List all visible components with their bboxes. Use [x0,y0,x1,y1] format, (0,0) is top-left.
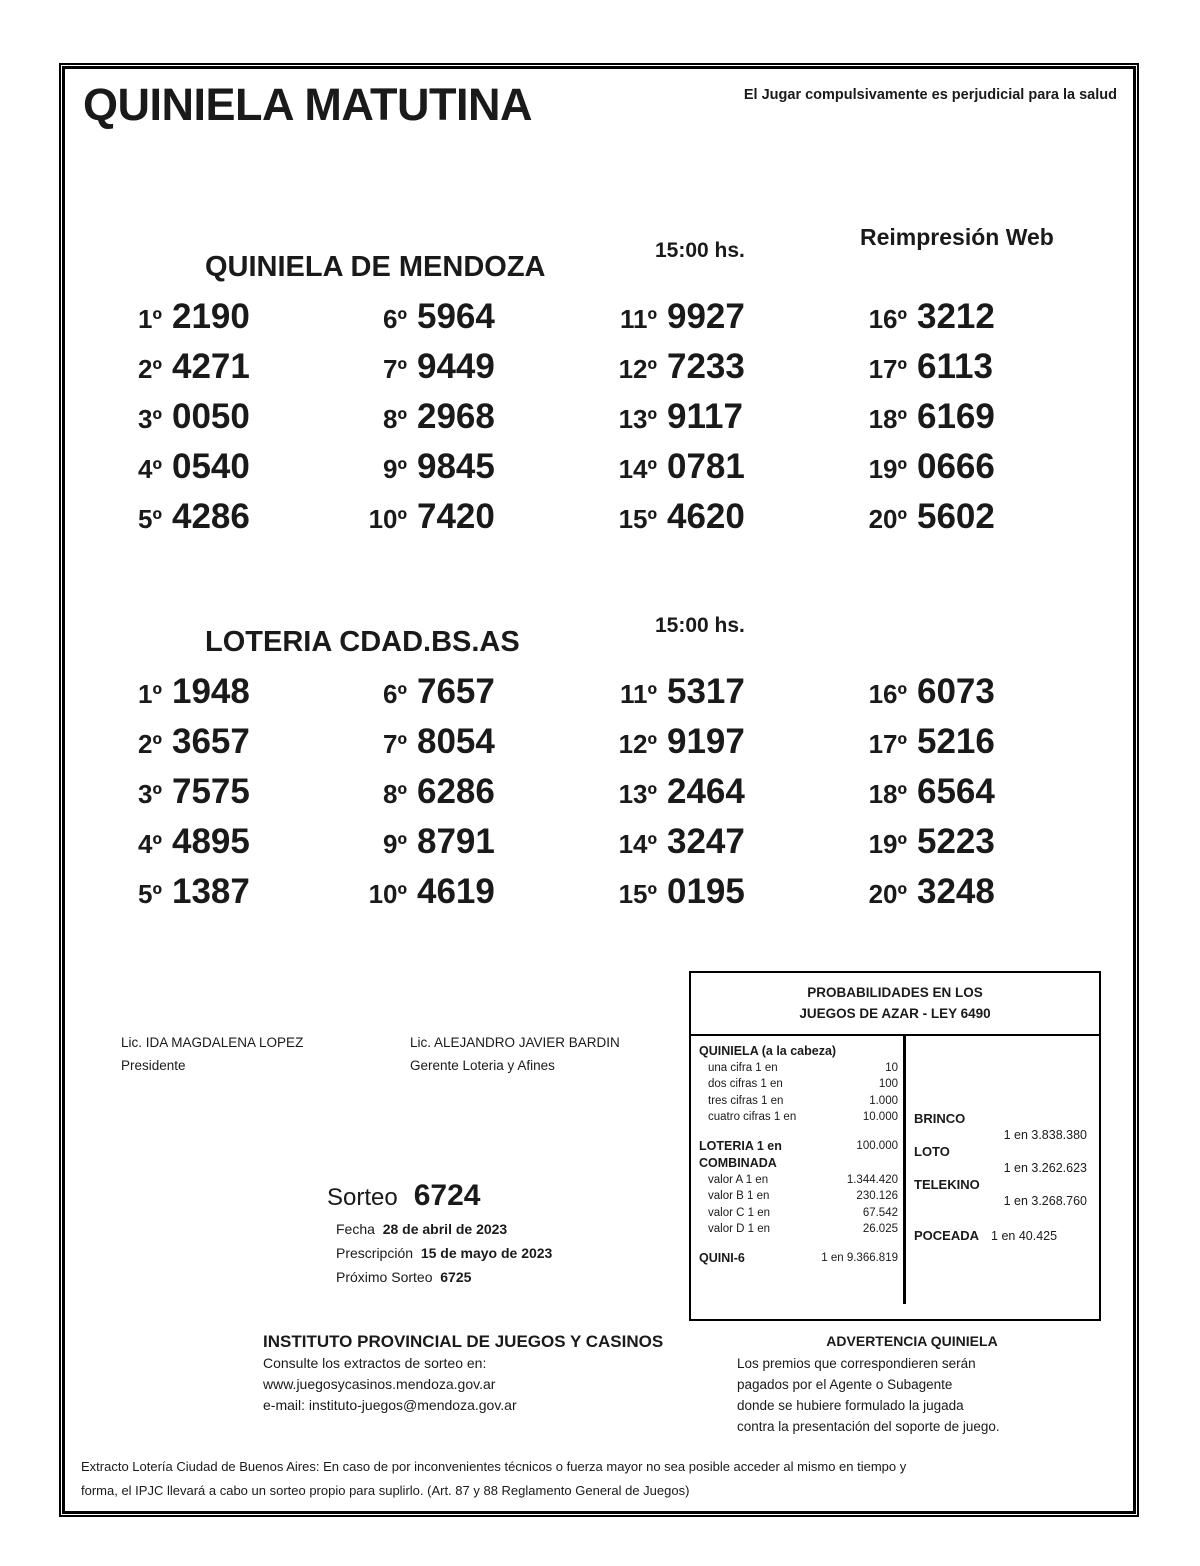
result-entry [855,722,1105,772]
sorteo-fecha-label: Fecha [336,1221,375,1237]
signature-role: Gerente Loteria y Afines [410,1058,555,1073]
game-odds: 1 en 3.268.760 [1003,1193,1087,1208]
game-odds-entry [914,1144,1093,1176]
sorteo-prescripcion-value: 15 de mayo de 2023 [420,1245,553,1261]
odds-row [699,1221,898,1238]
result-entry [110,722,355,772]
result-position: 20º [868,879,907,909]
results-grid [65,672,1133,922]
result-entry [605,872,855,922]
result-position: 5º [138,879,162,909]
footnote-line-2: forma, el IPJC llevará a cabo un sorteo propio para suplirlo. (Art. 87 y 88 Reglamento General de Juegos) [81,1483,690,1498]
odds-value: 10 [885,1061,898,1074]
result-number: 7420 [417,497,495,536]
result-position: 10º [368,879,407,909]
result-entry [855,497,1105,547]
institute-email: e-mail: instituto-juegos@mendoza.gov.ar [263,1397,517,1413]
other-games-odds-list [914,1111,1093,1209]
result-position: 2º [138,729,162,759]
result-position: 8º [383,404,407,434]
result-number: 4620 [667,497,745,536]
result-entry [110,772,355,822]
result-position: 7º [383,354,407,384]
probabilities-title-line2: JUEGOS DE AZAR - LEY 6490 [799,1005,991,1021]
page-title: QUINIELA MATUTINA [83,79,532,130]
result-number: 9927 [667,297,745,336]
result-number: 6113 [917,347,993,386]
result-number: 4271 [172,347,250,386]
game-name: TELEKINO [914,1176,980,1192]
loteria-label: LOTERIA 1 en [699,1138,782,1153]
result-number: 0666 [917,447,995,486]
advertencia-quiniela [737,1331,1087,1437]
poceada-odds-row [914,1228,1093,1243]
result-entry [110,297,355,347]
odds-label: valor C 1 en [708,1206,771,1219]
result-entry [110,672,355,722]
result-number: 1387 [172,872,250,911]
result-number: 4895 [172,822,250,861]
result-position: 3º [138,779,162,809]
odds-value: 10.000 [862,1111,898,1124]
result-position: 6º [383,679,407,709]
result-position: 9º [383,454,407,484]
result-number: 6286 [417,772,495,811]
odds-row [699,1109,898,1126]
result-position: 17º [868,729,907,759]
result-entry [605,397,855,447]
institute-info [263,1331,663,1416]
result-entry [355,347,605,397]
result-position: 11º [620,679,657,709]
result-position: 9º [383,829,407,859]
footnote-line-1: Extracto Lotería Ciudad de Buenos Aires: En caso de por inconvenientes técnicos o fuerza mayor no sea posible acceder al mismo en tiempo y [81,1459,907,1474]
result-position: 7º [383,729,407,759]
result-number: 8054 [417,722,495,761]
result-position: 16º [868,679,907,709]
result-number: 5216 [917,722,995,761]
game-odds-entry [914,1177,1093,1209]
result-number: 6169 [917,397,995,436]
result-entry [855,297,1105,347]
results-grid [65,297,1133,547]
result-position: 5º [138,504,162,534]
result-number: 7575 [172,772,250,811]
institute-title: INSTITUTO PROVINCIAL DE JUEGOS Y CASINOS [263,1332,664,1351]
advertencia-line-1: Los premios que correspondieren serán [737,1356,976,1371]
signature-name: Lic. IDA MAGDALENA LOPEZ [121,1035,304,1050]
result-number: 3247 [667,822,745,861]
result-number: 0050 [172,397,250,436]
result-entry [855,872,1105,922]
result-entry [605,672,855,722]
result-entry [355,497,605,547]
result-number: 7657 [417,672,495,711]
result-number: 5317 [667,672,745,711]
result-number: 2190 [172,297,250,336]
result-number: 6564 [917,772,995,811]
result-number: 1948 [172,672,250,711]
result-entry [110,397,355,447]
result-position: 13º [618,779,657,809]
poceada-odds: 1 en 40.425 [991,1228,1058,1243]
institute-line-1: Consulte los extractos de sorteo en: [263,1355,487,1371]
odds-value: 230.126 [856,1190,898,1203]
advertencia-line-2: pagados por el Agente o Subagente [737,1377,953,1392]
draw-block-cdad-bsas [65,614,1133,911]
result-number: 4619 [417,872,495,911]
combinada-header: COMBINADA [699,1155,777,1170]
result-position: 13º [618,404,657,434]
odds-value: 100 [878,1078,898,1091]
odds-row [699,1076,898,1093]
result-number: 9449 [417,347,495,386]
result-entry [355,722,605,772]
draw-block-mendoza [65,239,1133,536]
result-entry [355,672,605,722]
sorteo-info [327,1179,552,1289]
result-position: 10º [368,504,407,534]
result-entry [355,822,605,872]
result-position: 15º [618,879,657,909]
result-entry [355,297,605,347]
result-entry [110,872,355,922]
draw-time: 15:00 hs. [655,239,745,262]
result-number: 7233 [667,347,745,386]
odds-row [699,1172,898,1189]
result-entry [605,822,855,872]
advertencia-title: ADVERTENCIA QUINIELA [826,1333,998,1349]
result-position: 4º [138,454,162,484]
quini6-value: 1 en 9.366.819 [821,1251,898,1264]
institute-website: www.juegosycasinos.mendoza.gov.ar [263,1376,496,1392]
result-position: 4º [138,829,162,859]
result-entry [355,872,605,922]
signature-manager [410,1031,620,1077]
result-number: 0540 [172,447,250,486]
result-number: 9845 [417,447,495,486]
result-position: 17º [868,354,907,384]
odds-label: valor D 1 en [708,1223,771,1236]
result-position: 14º [618,454,657,484]
sorteo-fecha-row [336,1217,552,1241]
result-number: 3657 [172,722,250,761]
result-entry [605,772,855,822]
result-entry [855,772,1105,822]
result-position: 8º [383,779,407,809]
result-number: 5223 [917,822,995,861]
sorteo-proximo-label: Próximo Sorteo [336,1269,433,1285]
sorteo-prescripcion-row [336,1241,552,1265]
quini6-label: QUINI-6 [699,1250,745,1265]
result-number: 4286 [172,497,250,536]
result-number: 9117 [667,397,743,436]
draw-name: QUINIELA DE MENDOZA [205,251,546,283]
document-frame [62,66,1136,1514]
result-entry [355,397,605,447]
result-position: 20º [868,504,907,534]
reimpresion-web-label: Reimpresión Web [860,224,1054,250]
result-entry [355,772,605,822]
result-entry [605,722,855,772]
result-number: 0195 [667,872,745,911]
result-entry [110,497,355,547]
signature-president [121,1031,303,1077]
result-number: 5602 [917,497,995,536]
game-odds: 1 en 3.838.380 [1003,1127,1087,1142]
result-number: 9197 [667,722,745,761]
result-position: 11º [620,304,657,334]
draw-name: LOTERIA CDAD.BS.AS [205,626,520,658]
quiniela-odds-list [699,1060,898,1126]
odds-row [699,1205,898,1222]
odds-value: 1.344.420 [846,1173,898,1186]
odds-value: 1.000 [869,1094,898,1107]
footnote [81,1455,1121,1503]
sorteo-proximo-value: 6725 [440,1269,472,1285]
result-entry [855,347,1105,397]
result-number: 6073 [917,672,995,711]
probabilities-box [689,971,1101,1321]
probabilities-right-column [906,1036,1099,1304]
result-number: 3212 [917,297,995,336]
result-entry [605,497,855,547]
result-position: 3º [138,404,162,434]
result-position: 18º [868,779,907,809]
result-position: 12º [618,729,657,759]
quiniela-header: QUINIELA (a la cabeza) [699,1043,837,1058]
result-entry [855,822,1105,872]
game-name: LOTO [914,1143,950,1159]
result-entry [605,447,855,497]
result-entry [855,672,1105,722]
result-number: 5964 [417,297,495,336]
sorteo-fecha-value: 28 de abril de 2023 [382,1221,508,1237]
result-number: 0781 [667,447,745,486]
game-odds-entry [914,1111,1093,1143]
result-position: 2º [138,354,162,384]
odds-row [699,1188,898,1205]
probabilities-left-column [691,1036,906,1304]
odds-row [699,1093,898,1110]
draw-time: 15:00 hs. [655,614,745,637]
odds-label: tres cifras 1 en [708,1094,784,1107]
result-position: 12º [618,354,657,384]
sorteo-number: 6724 [413,1179,481,1212]
result-entry [110,822,355,872]
odds-row [699,1060,898,1077]
result-number: 2464 [667,772,745,811]
advertencia-line-3: donde se hubiere formulado la jugada [737,1398,964,1413]
result-entry [855,447,1105,497]
odds-label: cuatro cifras 1 en [708,1111,797,1124]
advertencia-line-4: contra la presentación del soporte de juego. [737,1419,1000,1434]
result-number: 3248 [917,872,995,911]
result-position: 16º [868,304,907,334]
loteria-odds-row [699,1137,898,1155]
result-number: 8791 [417,822,495,861]
combinada-odds-list [699,1172,898,1238]
result-entry [605,297,855,347]
result-number: 2968 [417,397,495,436]
poceada-name: POCEADA [914,1227,980,1243]
odds-value: 67.542 [862,1206,898,1219]
result-entry [605,347,855,397]
sorteo-proximo-row [336,1265,552,1289]
result-entry [855,397,1105,447]
signature-role: Presidente [121,1058,186,1073]
game-name: BRINCO [914,1110,966,1126]
result-position: 1º [138,304,162,334]
odds-value: 26.025 [862,1223,898,1236]
game-odds: 1 en 3.262.623 [1003,1160,1087,1175]
odds-label: valor B 1 en [708,1190,770,1203]
sorteo-label: Sorteo [327,1184,398,1211]
quini6-odds-row [699,1249,898,1267]
result-position: 19º [868,829,907,859]
signature-name: Lic. ALEJANDRO JAVIER BARDIN [410,1035,620,1050]
result-position: 14º [618,829,657,859]
result-position: 18º [868,404,907,434]
gambling-warning-text: El Jugar compulsivamente es perjudicial para la salud [743,87,1117,103]
sorteo-prescripcion-label: Prescripción [336,1245,414,1261]
result-position: 15º [618,504,657,534]
result-entry [355,447,605,497]
loteria-value: 100.000 [856,1139,898,1152]
result-position: 6º [383,304,407,334]
odds-label: una cifra 1 en [708,1061,778,1074]
odds-label: dos cifras 1 en [708,1078,783,1091]
result-position: 1º [138,679,162,709]
odds-label: valor A 1 en [708,1173,769,1186]
probabilities-title-line1: PROBABILIDADES EN LOS [807,985,983,1000]
result-entry [110,347,355,397]
result-entry [110,447,355,497]
probabilities-title [691,973,1099,1036]
result-position: 19º [868,454,907,484]
